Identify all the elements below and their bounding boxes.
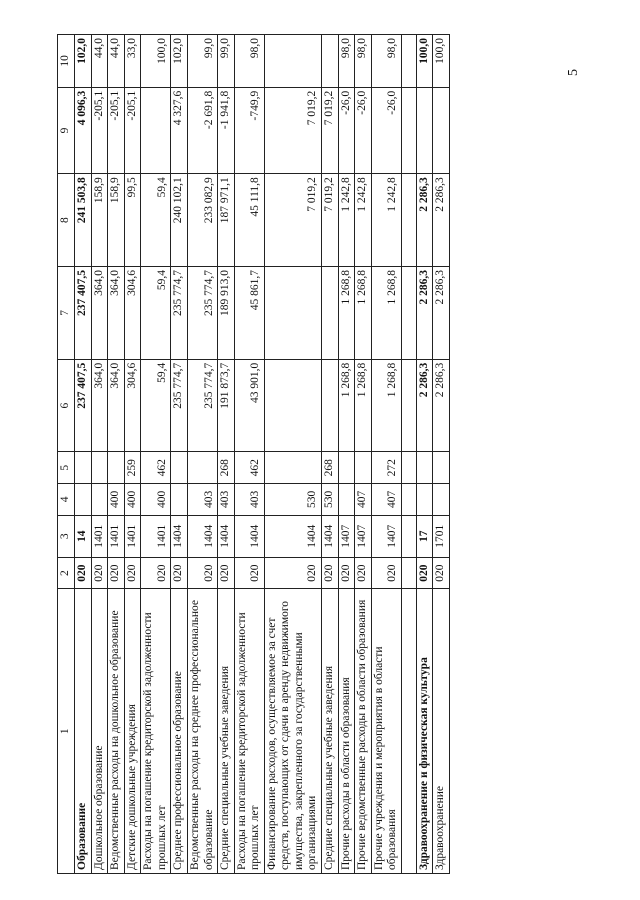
table-cell: 233 082,9 [187,174,217,267]
row-name-cell: Прочие ведомственные расходы в области образования [355,589,372,874]
table-row [187,35,217,874]
table-cell [433,452,450,484]
table-cell: 400 [108,484,125,516]
table-cell: 272 [371,452,401,484]
table-row [416,35,433,874]
table-cell [322,266,339,359]
column-header: 7 [58,266,75,359]
table-cell: 364,0 [108,359,125,452]
table-cell: 020 [218,557,235,589]
table-cell: 020 [433,557,450,589]
table-row [322,35,339,874]
table-cell: 1407 [371,515,401,557]
table-body [75,35,450,874]
table-cell: 102,0 [75,35,92,88]
table-cell [264,359,321,452]
table-cell: 1 242,8 [338,174,355,267]
table-cell [401,266,416,359]
table-cell: 364,0 [108,266,125,359]
table-cell [322,359,339,452]
table-cell: 364,0 [91,359,108,452]
table-cell [264,35,321,88]
row-name-cell: Средние специальные учебные заведения [218,589,235,874]
table-cell: 2 286,3 [433,174,450,267]
table-cell: 59,4 [141,359,171,452]
table-cell: 530 [322,484,339,516]
table-cell: 100,0 [433,35,450,88]
table-cell: 59,4 [141,174,171,267]
table-cell: 98,0 [371,35,401,88]
row-name-cell: Среднее профессиональное образование [171,589,188,874]
table-cell: 2 286,3 [416,359,433,452]
table-cell [171,484,188,516]
table-cell: 99,0 [218,35,235,88]
row-name-cell: Ведомственные расходы на дошкольное образование [108,589,125,874]
table-cell: 187 971,1 [218,174,235,267]
table-cell: 304,6 [124,266,141,359]
table-cell: 1407 [338,515,355,557]
table-cell [416,484,433,516]
table-cell: 020 [355,557,372,589]
column-header: 1 [58,589,75,874]
table-row [108,35,125,874]
table-cell: 403 [187,484,217,516]
column-header: 4 [58,484,75,516]
table-cell: 1407 [355,515,372,557]
table-cell: 235 774,7 [187,266,217,359]
table-cell: 98,0 [338,35,355,88]
table-cell: -2 691,8 [187,87,217,173]
table-cell: -26,0 [355,87,372,173]
table-cell [75,484,92,516]
table-cell [416,87,433,173]
table-cell: 100,0 [416,35,433,88]
table-cell [433,87,450,173]
column-header: 8 [58,174,75,267]
table-cell: 020 [75,557,92,589]
table-cell [141,87,171,173]
table-cell: 259 [124,452,141,484]
table-cell: -205,1 [124,87,141,173]
table-row [234,35,264,874]
table-cell: 1404 [322,515,339,557]
table-cell: 1 242,8 [371,174,401,267]
table-cell [108,452,125,484]
table-cell: 407 [355,484,372,516]
row-name-cell: Прочие учреждения и мероприятия в области образования [371,589,401,874]
table-cell: 240 102,1 [171,174,188,267]
row-name-cell: Расходы на погашение кредиторской задолженности прошлых лет [234,589,264,874]
table-row [171,35,188,874]
row-name-cell: Детские дошкольные учреждения [124,589,141,874]
table-cell [416,452,433,484]
row-name-cell: Образование [75,589,92,874]
table-cell [401,452,416,484]
table-cell [264,266,321,359]
table-cell [401,87,416,173]
table-cell [401,359,416,452]
table-cell: -1 941,8 [218,87,235,173]
table-cell: 407 [371,484,401,516]
table-cell: 241 503,8 [75,174,92,267]
table-cell: 020 [91,557,108,589]
table-row [124,35,141,874]
spacer-row [401,35,416,874]
row-name-cell: Финансирование расходов, осуществляемое за счет средств, поступающих от сдачи в аренду недвижимого имущества, закрепленного за государственными организациями [264,589,321,874]
table-row [338,35,355,874]
table-cell: 237 407,5 [75,266,92,359]
table-cell [187,452,217,484]
table-cell: 1401 [91,515,108,557]
table-cell [264,452,321,484]
table-cell: 33,0 [124,35,141,88]
table-cell [401,515,416,557]
table-row [433,35,450,874]
table-cell: 020 [322,557,339,589]
column-header: 2 [58,557,75,589]
table-cell [401,484,416,516]
table-cell [75,452,92,484]
row-name-cell: Прочие расходы в области образования [338,589,355,874]
table-cell: 304,6 [124,359,141,452]
row-name-cell: Расходы на погашение кредиторской задолженности прошлых лет [141,589,171,874]
table-cell: 7 019,2 [322,87,339,173]
table-cell: 45 111,8 [234,174,264,267]
table-cell: 020 [416,557,433,589]
table-cell: 98,0 [355,35,372,88]
table-cell: 1401 [141,515,171,557]
table-cell: -205,1 [91,87,108,173]
table-cell: 1 268,8 [371,359,401,452]
table-cell: 400 [124,484,141,516]
table-cell: 158,9 [91,174,108,267]
table-cell: 44,0 [91,35,108,88]
table-cell: 14 [75,515,92,557]
column-header: 6 [58,359,75,452]
table-cell: 020 [371,557,401,589]
table-cell: 530 [264,484,321,516]
table-cell: -26,0 [338,87,355,173]
column-header: 3 [58,515,75,557]
row-name-cell: Здравоохранение и физическая культура [416,589,433,874]
table-row [218,35,235,874]
table-cell: 1 268,8 [338,266,355,359]
table-cell: 020 [171,557,188,589]
table-cell [401,557,416,589]
table-cell: 235 774,7 [187,359,217,452]
table-cell: 1404 [234,515,264,557]
table-cell: 1401 [124,515,141,557]
table-cell [401,35,416,88]
table-cell: 020 [187,557,217,589]
table-cell: 102,0 [171,35,188,88]
table-cell: 020 [108,557,125,589]
table-cell: 1404 [187,515,217,557]
budget-table [57,34,450,874]
table-cell: 237 407,5 [75,359,92,452]
table-cell: 4 327,6 [171,87,188,173]
table-cell: 7 019,2 [264,174,321,267]
table-cell: 100,0 [141,35,171,88]
table-cell: 1 242,8 [355,174,372,267]
table-cell: 2 286,3 [416,266,433,359]
table-cell [401,589,416,874]
table-cell: 1701 [433,515,450,557]
table-row [355,35,372,874]
table-cell: 268 [322,452,339,484]
table-cell: 7 019,2 [264,87,321,173]
table-cell: 98,0 [234,35,264,88]
row-name-cell: Здравоохранение [433,589,450,874]
table-cell: 1401 [108,515,125,557]
table-cell: 189 913,0 [218,266,235,359]
row-name-cell: Ведомственные расходы на среднее профессиональное образование [187,589,217,874]
row-name-cell: Дошкольное образование [91,589,108,874]
table-cell: 99,5 [124,174,141,267]
table-cell: 158,9 [108,174,125,267]
header-row [58,35,75,874]
table-cell: 1 268,8 [355,359,372,452]
row-name-cell: Средние специальные учебные заведения [322,589,339,874]
table-cell: -749,9 [234,87,264,173]
table-cell [171,452,188,484]
table-cell: 17 [416,515,433,557]
table-cell: 59,4 [141,266,171,359]
table-cell: 020 [264,557,321,589]
table-row [371,35,401,874]
table-cell: 235 774,7 [171,359,188,452]
table-row [75,35,92,874]
table-cell: 99,0 [187,35,217,88]
table-cell: 462 [234,452,264,484]
table-cell [338,484,355,516]
table-row [91,35,108,874]
table-cell: 400 [141,484,171,516]
table-cell: -26,0 [371,87,401,173]
table-cell: 43 901,0 [234,359,264,452]
table-cell: 1 268,8 [338,359,355,452]
table-cell [91,484,108,516]
table-cell: 1 268,8 [371,266,401,359]
table-cell [322,35,339,88]
column-header: 5 [58,452,75,484]
table-cell: 1 268,8 [355,266,372,359]
table-cell: 403 [234,484,264,516]
page-number: 5 [566,69,581,76]
table-cell: 462 [141,452,171,484]
table-cell: 45 861,7 [234,266,264,359]
table-cell: 2 286,3 [433,359,450,452]
table-cell [338,452,355,484]
table-cell: 020 [234,557,264,589]
table-cell: 235 774,7 [171,266,188,359]
table-cell: 020 [124,557,141,589]
column-header: 10 [58,35,75,88]
table-cell: 020 [141,557,171,589]
table-cell: 364,0 [91,266,108,359]
table-cell: 268 [218,452,235,484]
table-row [264,35,321,874]
table-cell: 191 873,7 [218,359,235,452]
table-cell: 2 286,3 [433,266,450,359]
table-cell: 4 096,3 [75,87,92,173]
table-cell: 44,0 [108,35,125,88]
table-cell: 1404 [218,515,235,557]
table-cell: -205,1 [108,87,125,173]
table-row [141,35,171,874]
budget-table-rotated [57,34,617,874]
table-cell: 403 [218,484,235,516]
table-cell: 2 286,3 [416,174,433,267]
table-cell [433,484,450,516]
table-cell: 1404 [171,515,188,557]
table-cell [355,452,372,484]
table-cell [401,174,416,267]
table-cell: 1404 [264,515,321,557]
table-cell: 7 019,2 [322,174,339,267]
table-cell [91,452,108,484]
table-cell: 020 [338,557,355,589]
column-header: 9 [58,87,75,173]
